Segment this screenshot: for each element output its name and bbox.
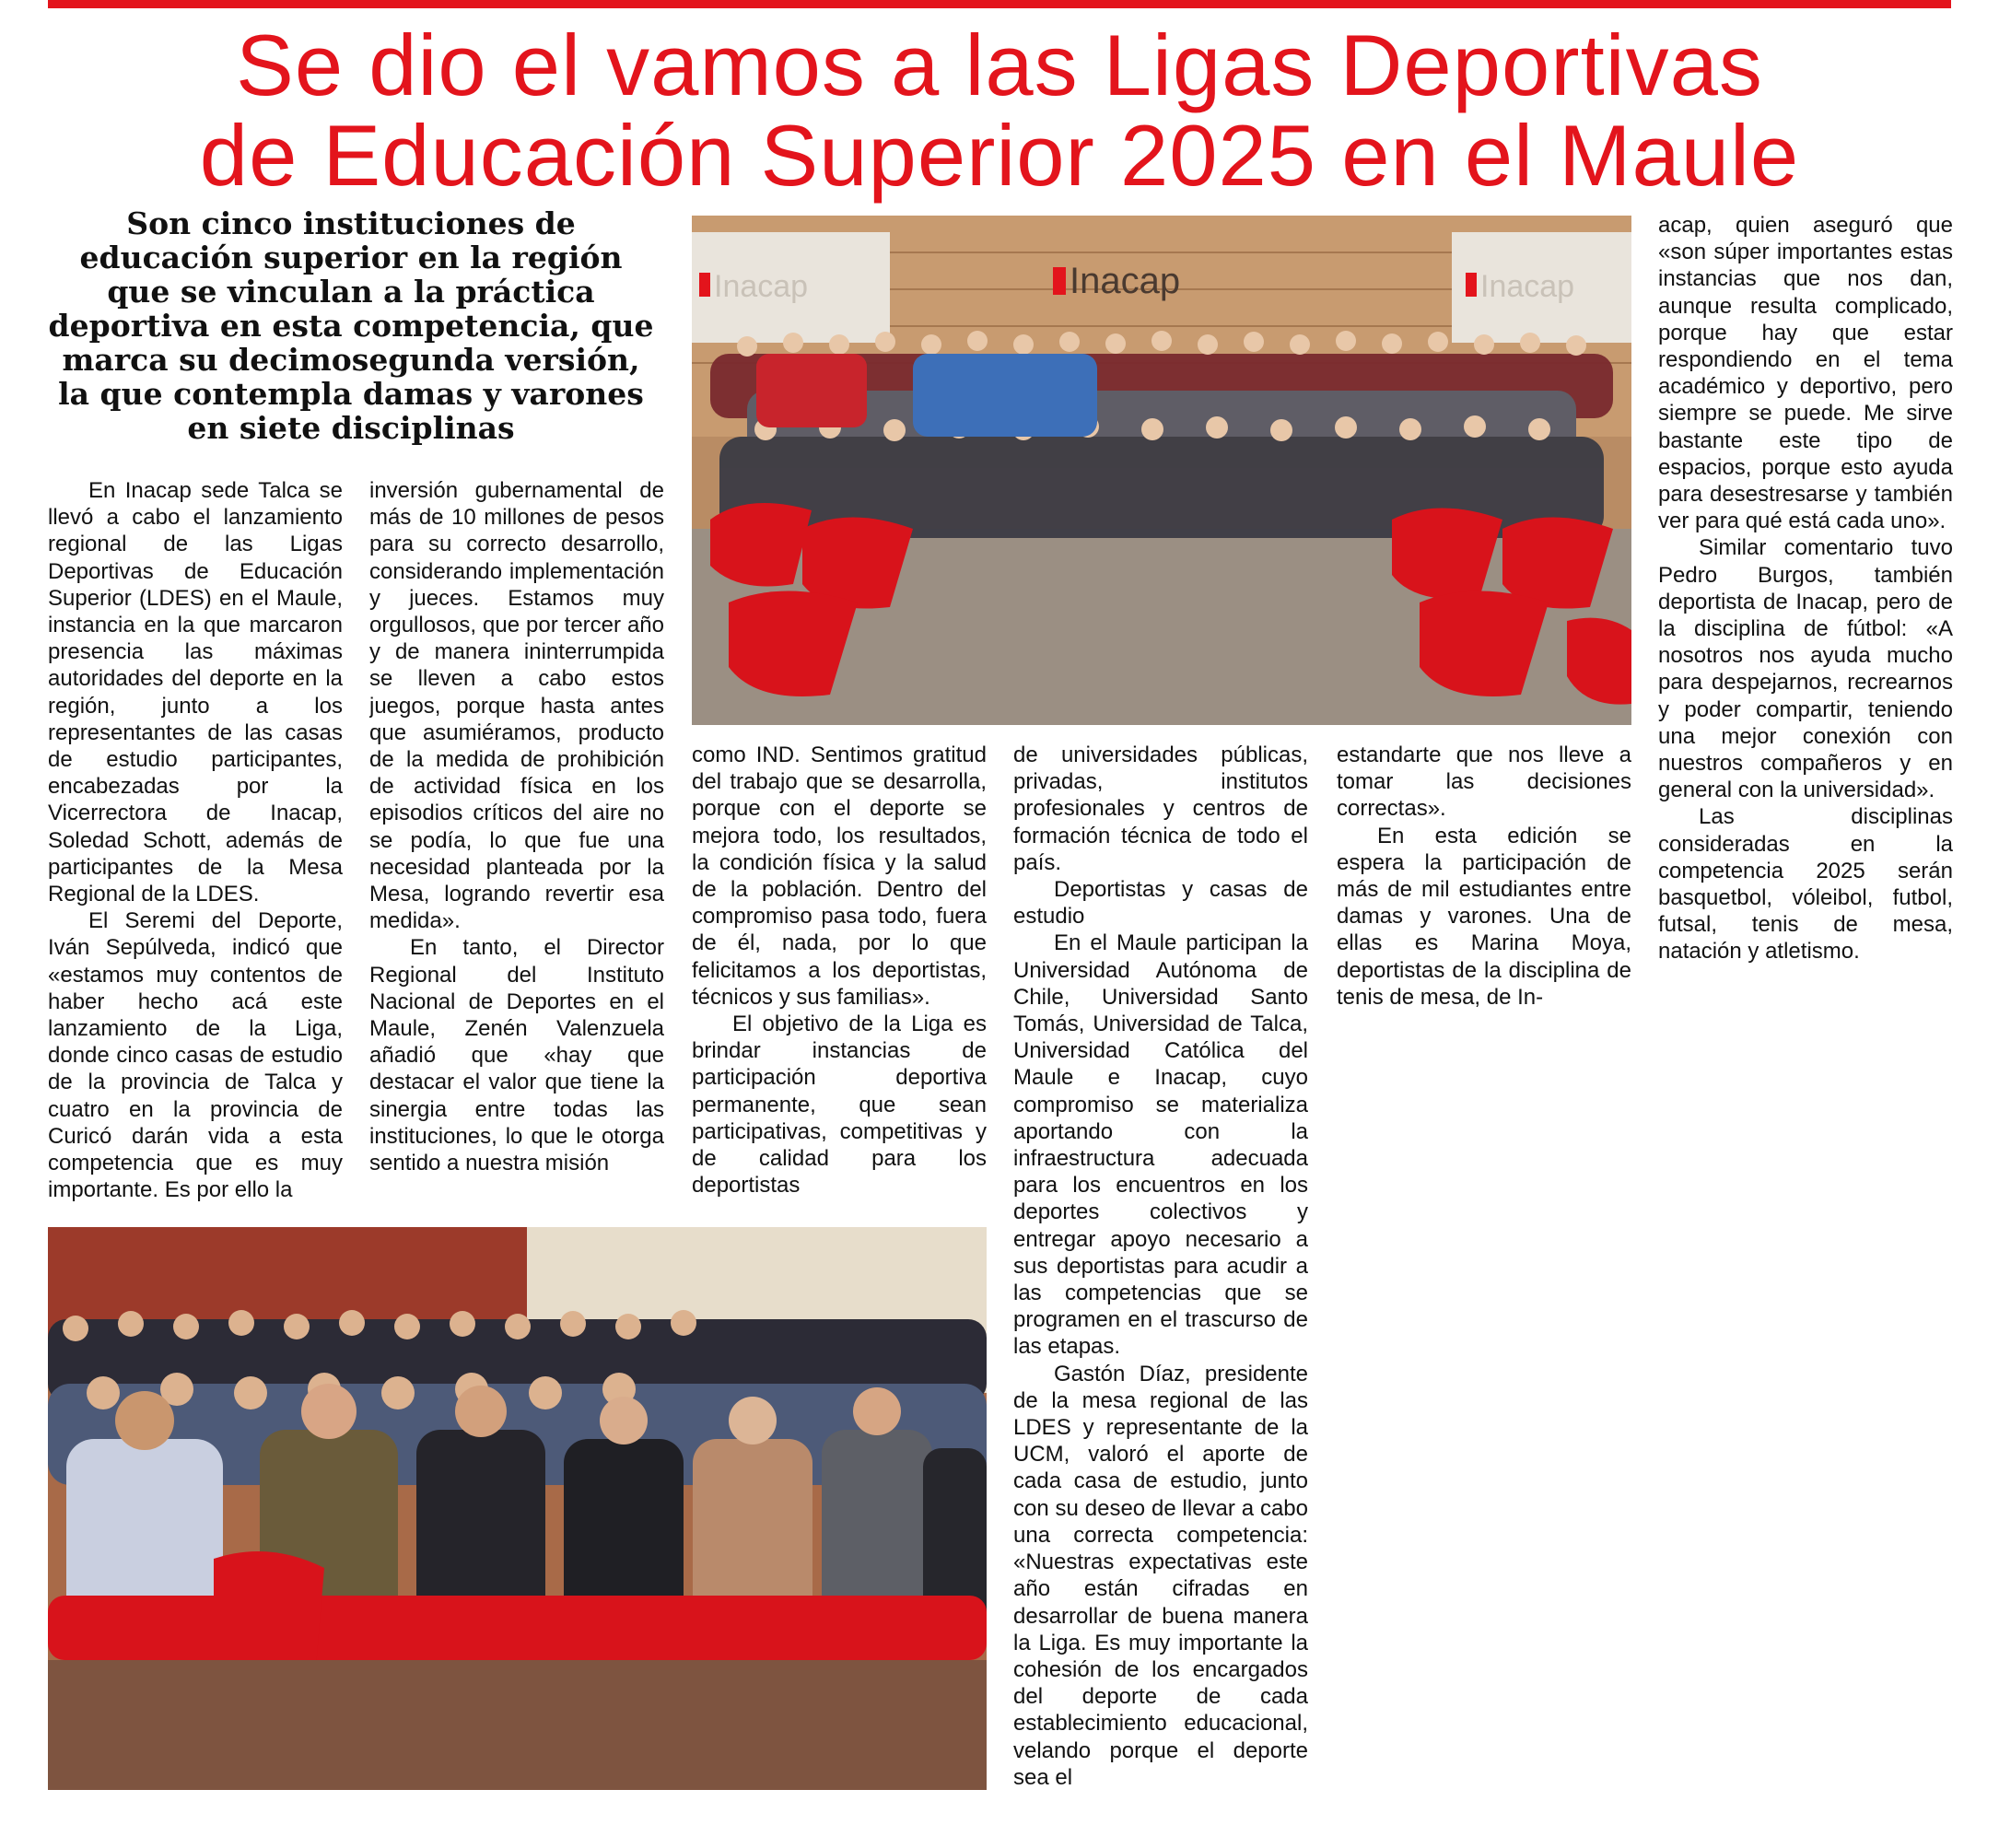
column-1 xyxy=(48,477,343,1205)
column-6 xyxy=(1658,212,1953,995)
headline-line-1: Se dio el vamos a las Ligas Deportivas xyxy=(236,17,1763,113)
col1-paragraph-2: El Seremi del Deporte, Iván Sepúlveda, indicó que «estamos muy contentos de haber hecho acá este lanzamiento de la Liga, donde cinco casas de estudio de la provincia de Talca y cuatro en la provincia de Curicó darán vida a esta competencia que es muy importante. Es por ello la xyxy=(48,908,343,1203)
col4-paragraph-3: Gastón Díaz, presidente de la mesa regional de las LDES y representante de la UCM, valoró el aporte de cada casa de estudio, junto con su deseo de llevar a cabo una correcta competencia: «Nuestras expectativas este año están cifradas en desarrollar de buena manera la Liga. Es muy importante la cohesión de los encargados del deporte de cada establecimiento educacional, velando porque el deporte sea el xyxy=(1013,1361,1308,1790)
column-5 xyxy=(1337,742,1631,1018)
group-photo xyxy=(692,216,1631,725)
top-rule xyxy=(48,0,1951,8)
col3-paragraph-2: El objetivo de la Liga es brindar instancias de participación deportiva permanente, que sean participativas, competitivas y de calidad para los deportistas xyxy=(692,1012,987,1199)
col6-paragraph-2: Similar comentario tuvo Pedro Burgos, también deportista de Inacap, pero de la disciplina de fútbol: «A nosotros nos ayuda mucho para despejarnos, recrearnos y poder compartir, teniendo una mejor conexión con nuestros compañeros y en general con la universidad». xyxy=(1658,535,1953,803)
inacap-logo-left: Inacap xyxy=(714,269,809,304)
column-3 xyxy=(692,742,987,1207)
column-2 xyxy=(369,477,664,1205)
col5-paragraph-2: En esta edición se espera la participación de más de mil estudiantes entre damas y varones. Una de ellas es Marina Moya, deportistas de la disciplina de tenis de mesa, de In- xyxy=(1337,823,1631,1010)
audience-photo xyxy=(48,1227,987,1790)
col4-paragraph-1: de universidades públicas, privadas, institutos profesionales y centros de formación técnica de todo el país. xyxy=(1013,743,1308,875)
deck-subtitle: Son cinco instituciones de educación superior en la región que se vinculan a la práctica deportiva en esta competencia, que marca su decimosegunda versión, la que contempla damas y varones en siete disciplinas xyxy=(48,205,654,446)
col5-paragraph-1: estandarte que nos lleve a tomar las decisiones correctas». xyxy=(1337,743,1631,822)
inacap-logo-right: Inacap xyxy=(1480,269,1575,304)
col6-paragraph-3: Las disciplinas consideradas en la competencia 2025 serán basquetbol, vóleibol, futbol, futsal, tenis de mesa, natación y atletismo. xyxy=(1658,804,1953,965)
col4-subheading: Deportistas y casas de estudio xyxy=(1013,877,1308,930)
col1-paragraph-1: En Inacap sede Talca se llevó a cabo el lanzamiento regional de las Ligas Deportivas de Educación Superior (LDES) en el Maule, instancia en la que marcaron presencia las máximas autoridades del deporte en la región, junto a los representantes de las casas de estudio participantes, encabezadas por la Vicerrectora de Inacap, Soledad Schott, además de participantes de la Mesa Regional de la LDES. xyxy=(48,478,343,907)
headline xyxy=(37,17,1962,204)
col3-paragraph-1: como IND. Sentimos gratitud del trabajo que se desarrolla, porque con el deporte se mejora todo, los resultados, la condición física y la salud de la población. Dentro del compromiso pasa todo, fuera de él, nada, por lo que felicitamos a los deportistas, técnicos y sus familias». xyxy=(692,743,987,1010)
column-4 xyxy=(1013,742,1308,1794)
inacap-logo-center: Inacap xyxy=(1070,261,1181,301)
col4-paragraph-2: En el Maule participan la Universidad Autónoma de Chile, Universidad Santo Tomás, Universidad de Talca, Universidad Católica del Maule e Inacap, cuyo compromiso se materializa aportando con la infraestructura adecuada para los encuentros en los deportes colectivos y entregar apoyo necesario a sus deportistas para acudir a las competencias que se programen en el trascurso de las etapas. xyxy=(1013,930,1308,1360)
headline-line-2: de Educación Superior 2025 en el Maule xyxy=(199,107,1800,204)
col2-paragraph-2: En tanto, el Director Regional del Instituto Nacional de Deportes en el Maule, Zenén Valenzuela añadió que «hay que destacar el valor que tiene la sinergia entre todas las instituciones, lo que le otorga sentido a nuestra misión xyxy=(369,935,664,1176)
col2-paragraph-1: inversión gubernamental de más de 10 millones de pesos para su correcto desarrollo, considerando implementación y jueces. Estamos muy orgullosos, que por tercer año y de manera ininterrumpida se lleven a cabo estos juegos, porque hasta antes que asumiéramos, producto de la medida de prohibición de actividad física en los episodios críticos del aire no se podía, lo que fue una necesidad planteada por la Mesa, logrando revertir esa medida». xyxy=(369,478,664,934)
col6-paragraph-1: acap, quien aseguró que «son súper importantes estas instancias que nos dan, aunque resulta complicado, porque hay que estar respondiendo en el tema académico y deportivo, pero siempre se puede. Me sirve bastante este tipo de espacios, porque esto ayuda para desestresarse y también ver para qué está cada uno». xyxy=(1658,213,1953,534)
